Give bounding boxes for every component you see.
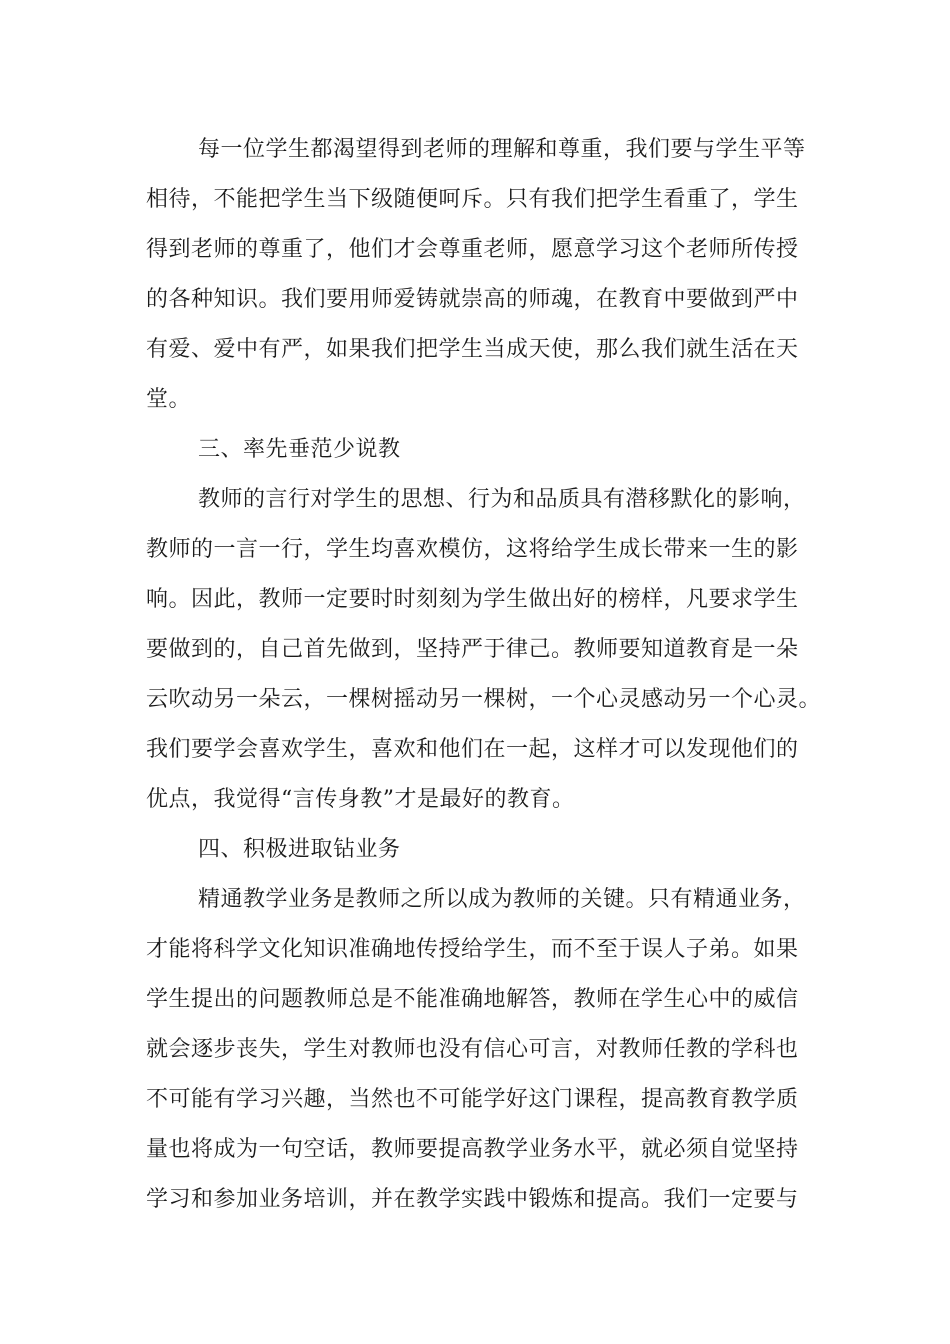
paragraph-3-line-2: 才能将科学文化知识准确地传授给学生，而不至于误人子弟。如果 (146, 937, 799, 962)
paragraph-2-line-5: 云吹动另一朵云，一棵树摇动另一棵树，一个心灵感动另一个心灵。 (146, 687, 822, 712)
paragraph-1-line-4: 的各种知识。我们要用师爱铸就崇高的师魂，在教育中要做到严中 (146, 287, 799, 312)
paragraph-3-line-4: 就会逐步丧失，学生对教师也没有信心可言，对教师任教的学科也 (146, 1037, 799, 1062)
paragraph-2-line-3: 响。因此，教师一定要时时刻刻为学生做出好的榜样，凡要求学生 (146, 587, 799, 612)
paragraph-3-line-6: 量也将成为一句空话，教师要提高教学业务水平，就必须自觉坚持 (146, 1137, 799, 1162)
section-heading-4: 四、积极进取钻业务 (198, 837, 401, 862)
paragraph-2-line-4: 要做到的，自己首先做到，坚持严于律己。教师要知道教育是一朵 (146, 637, 799, 662)
paragraph-1-line-6: 堂。 (146, 387, 192, 412)
section-heading-3: 三、率先垂范少说教 (198, 437, 401, 462)
paragraph-2-line-6: 我们要学会喜欢学生，喜欢和他们在一起，这样才可以发现他们的 (146, 737, 799, 762)
paragraph-3-line-5: 不可能有学习兴趣，当然也不可能学好这门课程，提高教育教学质 (146, 1087, 799, 1112)
paragraph-2-line-2: 教师的一言一行，学生均喜欢模仿，这将给学生成长带来一生的影 (146, 537, 799, 562)
paragraph-2-line-1: 教师的言行对学生的思想、行为和品质具有潜移默化的影响， (198, 487, 806, 512)
paragraph-3-line-7: 学习和参加业务培训，并在教学实践中锻炼和提高。我们一定要与 (146, 1187, 799, 1212)
paragraph-1-line-5: 有爱、爱中有严，如果我们把学生当成天使，那么我们就生活在天 (146, 337, 799, 362)
paragraph-1-line-1: 每一位学生都渴望得到老师的理解和尊重，我们要与学生平等 (198, 137, 806, 162)
paragraph-2-line-7: 优点，我觉得“言传身教”才是最好的教育。 (146, 787, 575, 812)
paragraph-3-line-1: 精通教学业务是教师之所以成为教师的关键。只有精通业务， (198, 887, 806, 912)
paragraph-1-line-3: 得到老师的尊重了，他们才会尊重老师，愿意学习这个老师所传授 (146, 237, 799, 262)
paragraph-3-line-3: 学生提出的问题教师总是不能准确地解答，教师在学生心中的威信 (146, 987, 799, 1012)
paragraph-1-line-2: 相待，不能把学生当下级随便呵斥。只有我们把学生看重了，学生 (146, 187, 799, 212)
